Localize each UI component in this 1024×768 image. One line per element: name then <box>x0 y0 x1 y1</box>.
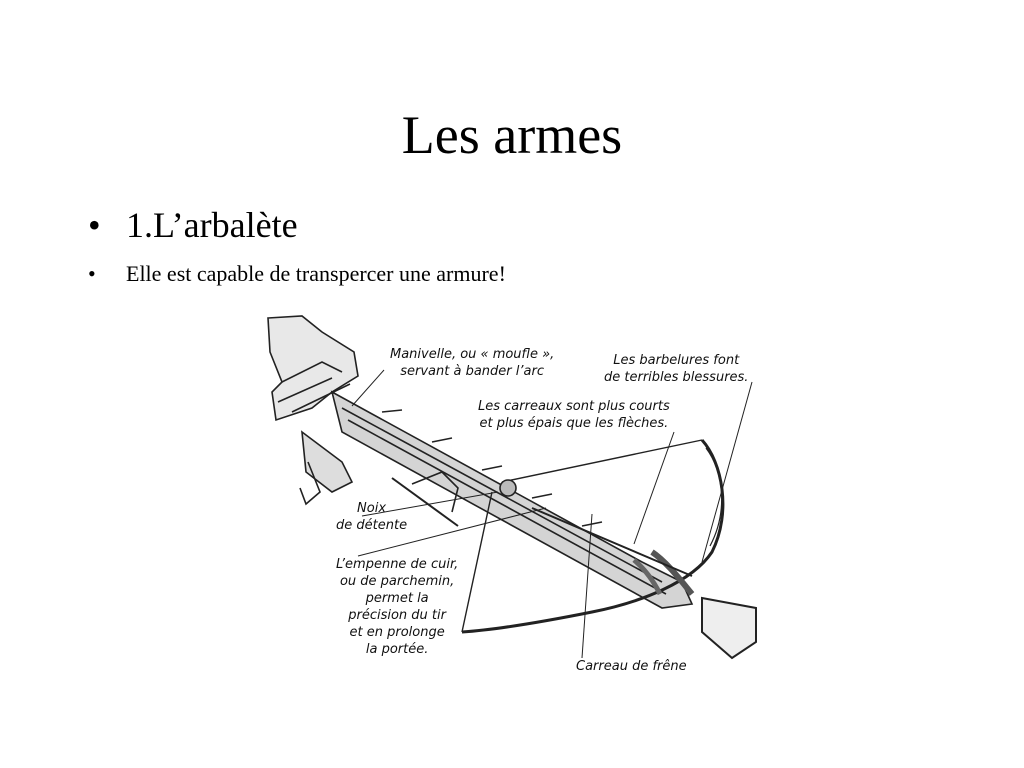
label-line: L’empenne de cuir, <box>336 557 459 572</box>
bullet-item <box>88 254 506 294</box>
bullet-text: Elle est capable de transpercer une armure! <box>126 261 506 286</box>
slide-title: Les armes <box>401 105 623 165</box>
bullet-dot-icon: • <box>88 205 101 245</box>
bullet-dot-icon: • <box>88 261 96 286</box>
label-line: ou de parchemin, <box>339 574 455 589</box>
label-carreaux <box>478 398 670 432</box>
label-carreau-frene: Carreau de frêne <box>576 659 687 674</box>
label-manivelle <box>390 346 554 380</box>
bullet-text: 1.L’arbalète <box>126 205 298 245</box>
label-line: Manivelle, ou « moufle », <box>390 347 555 362</box>
label-line: Les carreaux sont plus courts <box>478 399 670 414</box>
label-line: de terribles blessures. <box>604 370 749 385</box>
label-line: de détente <box>336 518 408 533</box>
label-line: et plus épais que les flèches. <box>479 416 669 431</box>
label-line: servant à bander l’arc <box>400 364 544 379</box>
label-line: la portée. <box>365 642 429 657</box>
label-line: permet la <box>365 591 429 606</box>
label-line: et en prolonge <box>349 625 445 640</box>
label-line: Noix <box>357 501 387 516</box>
label-line: précision du tir <box>348 608 446 623</box>
crossbow-illustration <box>262 312 762 682</box>
bullet-list <box>88 196 506 294</box>
label-noix <box>336 500 407 534</box>
label-barbelures <box>604 352 748 386</box>
label-line: Les barbelures font <box>613 353 740 368</box>
label-empenne <box>336 556 458 658</box>
bullet-item <box>88 196 506 254</box>
